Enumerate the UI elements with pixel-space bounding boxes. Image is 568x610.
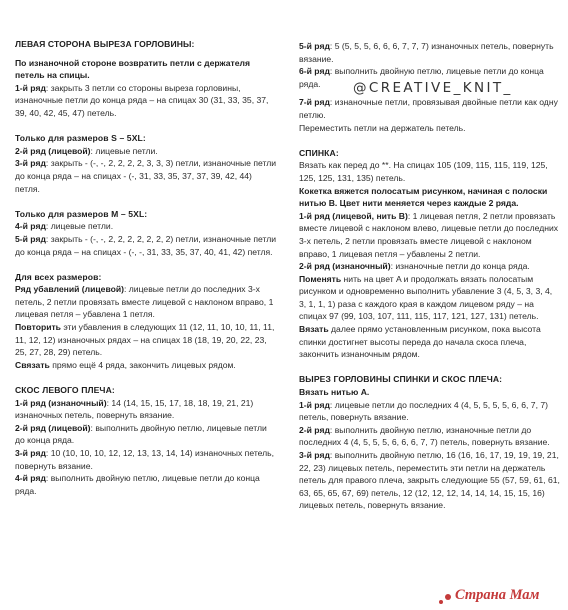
paragraph-neck-row-3 xyxy=(299,449,561,512)
right-column xyxy=(299,40,561,512)
paragraph-shoulder-row-3 xyxy=(15,447,277,472)
row-text: : изнаночные петли до конца ряда. xyxy=(390,261,530,272)
section-heading-left-neckline: ЛЕВАЯ СТОРОНА ВЫРЕЗА ГОРЛОВИНЫ: xyxy=(15,39,195,49)
section-heading-back: СПИНКА: xyxy=(299,147,339,158)
paragraph-row-1 xyxy=(15,82,277,120)
row-label: 1-й ряд (изнаночный) xyxy=(15,397,107,408)
section-heading-sizes-s-5xl: Только для размеров S – 5XL: xyxy=(15,133,146,144)
row-label: 2-й ряд (лицевой) xyxy=(15,422,91,433)
paragraph-row-2 xyxy=(15,145,277,158)
row-label: 1-й ряд xyxy=(299,399,330,410)
row-label: 3-й ряд xyxy=(15,158,46,169)
row-text: : 5 (5, 5, 5, 6, 6, 6, 7, 7, 7) изнаночных петель, повернуть вязание. xyxy=(299,41,554,64)
brand-handle-overlay: @CREATIVE_KNIT_ xyxy=(353,80,513,96)
section-heading-sizes-m-5xl: Только для размеров M – 5XL: xyxy=(15,208,148,219)
row-label: 3-й ряд xyxy=(15,448,46,458)
paragraph-shoulder-row-2 xyxy=(15,422,277,447)
row-text: далее прямо установленным рисунком, пока высота спинки достигнет высоты переда до начала скоса плеча, закончить изнаночным рядом. xyxy=(299,324,541,360)
row-text: : выполнить двойную петлю, 16 (16, 16, 17, 19, 19, 19, 21, 22, 23) лицевых петель, переместить эти петли на держатель петель для правого плеча, закрыть следующие 55 (57, 59, 61, 61, 63, 65, 65, 67, 69) петель, 12 (12, 12, 12, 14, 14, 14, 15, 15, 16) лицевых петель, повернуть вязание. xyxy=(299,450,560,511)
row-label: Повторить xyxy=(15,322,61,333)
row-label: Ряд убавлений (лицевой) xyxy=(15,284,125,295)
paragraph-neck-row-1 xyxy=(299,399,561,424)
section-heading-back-neckline: ВЫРЕЗ ГОРЛОВИНЫ СПИНКИ И СКОС ПЛЕЧА: xyxy=(299,374,503,385)
paragraph-neck-row-2 xyxy=(299,424,561,449)
paragraph-back-row-2 xyxy=(299,260,561,273)
paragraph-yarn-a: Вязать нитью A. xyxy=(299,387,370,398)
paragraph-repeat xyxy=(15,321,277,359)
paragraph-yoke-stripes: Кокетка вяжется полосатым рисунком, начиная с полоски нитью B. Цвет нити меняется через каждые 2 ряда. xyxy=(299,185,548,209)
row-text: : лицевые петли до последних 4 (4, 5, 5, 5, 5, 6, 6, 7, 7) петель, повернуть вязание. xyxy=(299,399,548,423)
row-text: : лицевые петли. xyxy=(45,221,114,232)
row-label: 6-й ряд xyxy=(299,66,330,77)
row-label: 7-й ряд xyxy=(299,97,330,108)
row-label: 1-й ряд (лицевой, нить B) xyxy=(299,210,408,221)
row-text: : 1 лицевая петля, 2 петли провязать вместе лицевой с наклоном влево, лицевые петли до последних 3-х петель, 2 петли провязать вместе лицевой с наклоном вправо, 1 лицевая петля – убавлены 2 петли. xyxy=(299,210,559,259)
paragraph-row-4 xyxy=(15,220,277,233)
row-label: Вязать xyxy=(299,324,329,335)
paragraph-return-stitches: По изнаночной стороне возвратить петли с держателя петель на спицы. xyxy=(15,57,250,81)
paragraph-change-yarn xyxy=(299,273,561,323)
paragraph-decrease-row xyxy=(15,283,277,321)
paragraph-back-intro: Вязать как перед до **. На спицах 105 (109, 115, 115, 119, 125, 125, 125, 131, 135) петель. xyxy=(299,160,548,183)
row-text: : 10 (10, 10, 10, 12, 12, 13, 13, 14, 14) изнаночных петель, повернуть вязание. xyxy=(15,448,275,471)
site-watermark: Страна Мам xyxy=(455,587,540,603)
paragraph-shoulder-row-7 xyxy=(299,96,561,121)
row-label: Поменять xyxy=(299,273,342,284)
row-label: 4-й ряд xyxy=(15,473,46,484)
row-text: : выполнить двойную петлю, лицевые петли до конца ряда. xyxy=(15,422,267,446)
left-column xyxy=(15,38,277,497)
paragraph-knit-straight xyxy=(15,359,277,372)
paragraph-row-3 xyxy=(15,157,277,195)
row-text: : закрыть 3 петли со стороны выреза горловины, изнаночные петли до конца ряда – на спицах 30 (31, 33, 35, 37, 39, 40, 42, 45, 47) петель. xyxy=(15,82,269,118)
row-label: 5-й ряд xyxy=(15,233,46,244)
row-text: : выполнить двойную петлю, лицевые петли до конца ряда. xyxy=(15,473,260,496)
row-text: : выполнить двойную петлю, изнаночные петли до последних 4 (4, 5, 5, 5, 6, 6, 6, 7, 7) петель, повернуть вязание. xyxy=(299,424,550,448)
watermark-dot-icon xyxy=(445,594,451,600)
row-text: нить на цвет A и продолжать вязать полосатым рисунком и одновременно выполнить убавление 3 (4, 5, 3, 3, 4, 3, 1, 1, 1) раза с каждого края в каждом лицевом ряду – на спицах 97 (99, 103, 107, 111, 115, 117, 121, 127, 131) петель. xyxy=(299,273,553,322)
row-label: Связать xyxy=(15,359,50,370)
paragraph-move-to-holder: Переместить петли на держатель петель. xyxy=(299,122,466,133)
row-label: 2-й ряд (изнаночный) xyxy=(299,261,391,272)
row-text: : выполнить двойную петлю, лицевые петли до конца ряда. xyxy=(299,66,544,89)
row-text: прямо ещё 4 ряда, закончить лицевых рядом. xyxy=(49,359,236,370)
row-label: 3-й ряд xyxy=(299,450,330,460)
paragraph-row-5 xyxy=(15,233,277,258)
row-text: : закрыть - (-, -, 2, 2, 2, 2, 2, 2, 2) петли, изнаночные петли до конца ряда – на спицах - (-, -, 31, 33, 35, 37, 40, 41, 42) петля. xyxy=(15,233,277,257)
row-label: 1-й ряд xyxy=(15,82,46,93)
watermark-dot-icon xyxy=(439,600,443,604)
row-text: : 14 (14, 15, 15, 17, 18, 18, 19, 21, 21) изнаночных петель, повернуть вязание. xyxy=(15,397,254,421)
row-text: : лицевые петли до последних 3-х петель, 2 петли провязать вместе лицевой с наклоном вправо, 1 лицевая петля – убавлена 1 петля. xyxy=(15,284,274,320)
row-label: 5-й ряд xyxy=(299,41,330,51)
section-heading-left-shoulder: СКОС ЛЕВОГО ПЛЕЧА: xyxy=(15,385,115,396)
section-heading-all-sizes: Для всех размеров: xyxy=(15,271,102,282)
row-text: : изнаночные петли, провязывая двойные петли как одну петлю. xyxy=(299,97,558,120)
paragraph-knit-to-shoulder xyxy=(299,323,561,361)
row-text: : закрыть - (-, -, 2, 2, 2, 2, 3, 3, 3) петли, изнаночные петли до конца ряда – на спицах - (-, 31, 33, 35, 37, 37, 39, 42, 44) петля. xyxy=(15,158,277,194)
paragraph-shoulder-row-4 xyxy=(15,472,277,497)
row-label: 4-й ряд xyxy=(15,221,46,232)
paragraph-shoulder-row-1 xyxy=(15,397,277,422)
row-label: 2-й ряд xyxy=(299,424,330,435)
row-label: 2-й ряд (лицевой) xyxy=(15,145,91,156)
paragraph-back-row-1 xyxy=(299,210,561,260)
paragraph-shoulder-row-5 xyxy=(299,40,561,65)
row-text: : лицевые петли. xyxy=(90,145,158,156)
row-text: эти убавления в следующих 11 (12, 11, 10, 10, 11, 11, 11, 12, 12) изнаночных рядах – на спицах 18 (18, 19, 20, 22, 23, 25, 27, 28, 29) петель. xyxy=(15,322,275,358)
